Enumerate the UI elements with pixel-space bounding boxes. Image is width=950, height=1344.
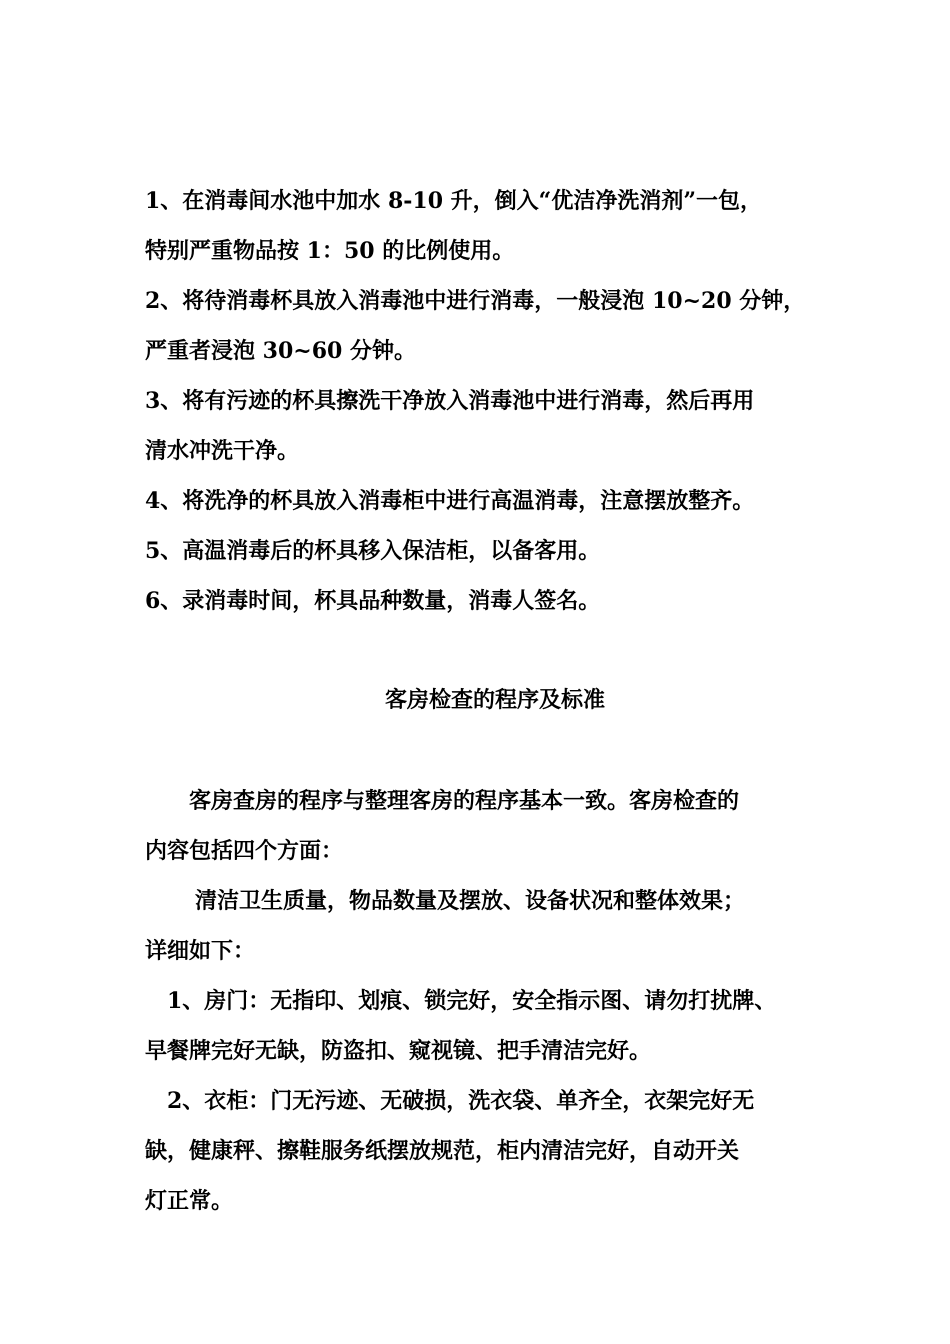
step-5-line: 5、高温消毒后的杯具移入保洁柜，以备客用。 xyxy=(145,538,601,564)
step-4-line: 4、将洗净的杯具放入消毒柜中进行高温消毒，注意摆放整齐。 xyxy=(145,488,755,514)
inspection-content xyxy=(145,776,875,1226)
item-2-line-1: 2、衣柜：门无污迹、无破损，洗衣袋、单齐全，衣架完好无 xyxy=(167,1088,755,1114)
step-2-line-2: 严重者浸泡 30~60 分钟。 xyxy=(145,338,416,364)
item-2-line-3: 灯正常。 xyxy=(145,1188,234,1214)
details-line: 详细如下： xyxy=(145,938,256,964)
intro-line-1: 客房查房的程序与整理客房的程序基本一致。客房检查的 xyxy=(189,788,740,814)
aspects-line: 清洁卫生质量，物品数量及摆放、设备状况和整体效果； xyxy=(195,888,746,914)
step-3-line-2: 清水冲洗干净。 xyxy=(145,438,300,464)
step-1-line-1: 1、在消毒间水池中加水 8-10 升，倒入“优洁净洗消剂”一包， xyxy=(145,188,762,214)
item-2-line-2: 缺，健康秤、擦鞋服务纸摆放规范，柜内清洁完好，自动开关 xyxy=(145,1138,740,1164)
disinfection-steps xyxy=(145,176,875,626)
step-1-line-2: 特别严重物品按 1：50 的比例使用。 xyxy=(145,238,515,264)
step-6-line: 6、录消毒时间，杯具品种数量，消毒人签名。 xyxy=(145,588,601,614)
step-3-line-1: 3、将有污迹的杯具擦洗干净放入消毒池中进行消毒，然后再用 xyxy=(145,388,755,414)
step-2-line-1: 2、将待消毒杯具放入消毒池中进行消毒，一般浸泡 10~20 分钟， xyxy=(145,288,806,314)
intro-line-2: 内容包括四个方面： xyxy=(145,838,344,864)
item-1-line-2: 早餐牌完好无缺，防盗扣、窥视镜、把手清洁完好。 xyxy=(145,1038,652,1064)
item-1-line-1: 1、房门：无指印、划痕、锁完好，安全指示图、请勿打扰牌、 xyxy=(167,988,777,1014)
section-heading: 客房检查的程序及标准 xyxy=(384,687,605,713)
